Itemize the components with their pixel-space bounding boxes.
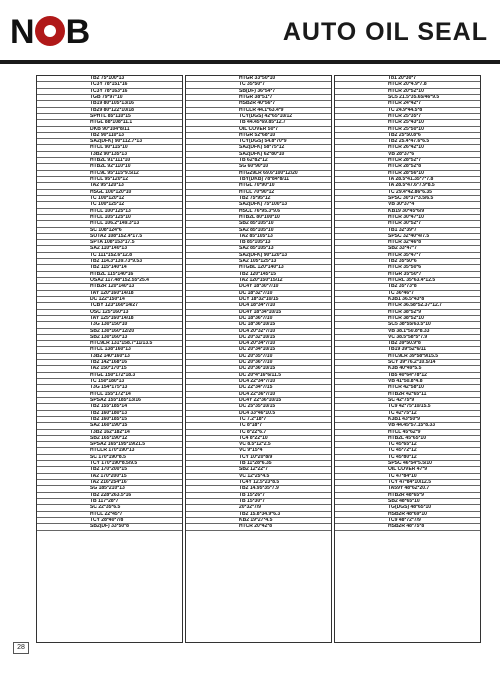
seal-list-item: TB5 40*64*78*12	[335, 373, 480, 379]
seal-list-item: DC 20*4*16*6/11.5	[186, 373, 331, 379]
seal-list-item: OSA2 117.48*152.55*25.4	[37, 278, 182, 284]
seal-list-item: SPTA 108*153*17.5	[37, 240, 182, 246]
seal-list-item: DC4 22*34*7/10	[186, 379, 331, 385]
seal-list-item: SA2(DFK) 90*120*13	[186, 253, 331, 259]
seal-list-item: HTCL 95*120*12	[37, 177, 182, 183]
seal-list-item: T3B2 162*182*14	[37, 430, 182, 436]
seal-list-item: Tb1 20*30*7	[335, 76, 480, 82]
seal-list-item: HTCR 42*58*10	[335, 385, 480, 391]
seal-list-item: HTB2L 92*110*10	[37, 164, 182, 170]
seal-list-item: HTB2R 42*65*11	[335, 392, 480, 398]
seal-list-item: HTCR 24*42*7	[335, 101, 480, 107]
seal-list-item: HTB2L 115*140*16	[37, 272, 182, 278]
seal-list-item: TB2 15.8*34.9*6.3	[186, 512, 331, 518]
seal-list-item: 20*32*7/9	[186, 505, 331, 511]
seal-list-item: TB2 228*263.5*16	[37, 493, 182, 499]
seal-list-item: TB2 39*50.9*8	[335, 341, 480, 347]
seal-list-item: HTCR 26*42*10	[335, 145, 480, 151]
seal-list-item: HSB2R 48*69*10	[335, 512, 480, 518]
seal-list-item: TB 85*105*13	[186, 240, 331, 246]
seal-list-item: TC 8*18*7	[186, 423, 331, 429]
seal-list-item: TB2 160*180*13	[37, 411, 182, 417]
seal-list-item: TCY(DGS) 54.8*70*9	[186, 139, 331, 145]
seal-list-item: TB2 160*185*15	[37, 417, 182, 423]
seal-list-item: DC 20*34*10/15	[186, 347, 331, 353]
seal-list-item: HTGR 33*50*10	[186, 76, 331, 82]
seal-list-item: HTCL 100*125*13	[37, 209, 182, 215]
seal-list-item: HTCR 20*52*10	[335, 89, 480, 95]
seal-list-item: VB 30*37*4	[335, 202, 480, 208]
seal-list-item: SA2 85*105*13	[186, 246, 331, 252]
seal-list-item: DCY 18*32*10/15	[186, 297, 331, 303]
seal-list-item: DC 122*150*14	[37, 297, 182, 303]
seal-list-item: TA2 95*120*13	[37, 183, 182, 189]
seal-list-item: HTGL 150*172*18.3	[37, 373, 182, 379]
seal-list-item: DC 22*34*7/15	[186, 385, 331, 391]
seal-list-item: TB2 155*185*14	[37, 404, 182, 410]
seal-list-item: HTCR 28*52*7	[335, 158, 480, 164]
seal-list-item: TB2 35*73*8	[335, 284, 480, 290]
seal-list-item: TB 62*82*12	[186, 158, 331, 164]
seal-list-item: TA59Y 48*62*20.7	[335, 486, 480, 492]
seal-list-item: TC3Y 78*151*16	[37, 82, 182, 88]
seal-list-item: TB 44.45*69.85*12.7	[186, 120, 331, 126]
seal-list-item: DC 25*35*10/15	[186, 404, 331, 410]
seal-list-item: SB2 130*160*13	[37, 335, 182, 341]
seal-list-item: DC 18*36*10/15	[186, 322, 331, 328]
seal-list-item: DC 20*35*7/10	[186, 354, 331, 360]
seal-list-item: SPSC 30*37*3.5/6.5	[335, 196, 480, 202]
seal-list-item: SC 170*190*8.5	[37, 455, 182, 461]
seal-list-item: DC 20*32*10/15	[186, 335, 331, 341]
seal-list-item: TCY 10*20*8/9	[186, 455, 331, 461]
seal-list-item: TC 36*46*7	[335, 291, 480, 297]
seal-list-item: TA2 150*170*15	[37, 366, 182, 372]
seal-list-item: VB 44.45*57.15*8.33	[335, 423, 480, 429]
seal-list-item: TC 45*72*12	[335, 448, 480, 454]
seal-list-item: SA2(DFK) 62*80*10	[186, 152, 331, 158]
seal-list-column-2	[185, 75, 332, 643]
seal-list-item: HTCR 28*52*8	[335, 164, 480, 170]
seal-list-item: HTCR 25*50*10	[335, 127, 480, 133]
page-header	[0, 0, 500, 66]
page-number: 28	[13, 642, 29, 654]
seal-list-item: HTB2R 120*140*13	[37, 284, 182, 290]
seal-list-item: HTGR 38*51*7	[186, 95, 331, 101]
seal-list-item: HTCL 22*45*7	[37, 512, 182, 518]
seal-list-item: TBY(DKB) 78*84*8/11	[186, 177, 331, 183]
seal-list-item: TC9 42*75*10/15.5	[335, 404, 480, 410]
seal-list-item: TA 28.5*47.6*7.9*8.5	[335, 183, 480, 189]
seal-list-item: HTCL 155*172*14	[37, 392, 182, 398]
seal-list-item: SOTA2 108*152.4*17.5	[37, 234, 182, 240]
seal-list-item: DKB 90*104*8/11	[37, 127, 182, 133]
seal-list-item: HSCL 76*95.3*9.6	[186, 209, 331, 215]
seal-list-item: TB2 90*110*13	[37, 133, 182, 139]
seal-list-item: HTB2L 45*65*10	[335, 436, 480, 442]
seal-list-item: TC 35*50*7	[186, 82, 331, 88]
seal-list-item: VC 8.5*12*2.5	[186, 442, 331, 448]
seal-list-item: HTCR 25*35*7	[335, 114, 480, 120]
seal-list-item: HTCR 36.58*52.37*12.7	[335, 303, 480, 309]
seal-list-item: TB2 120*145*15	[186, 272, 331, 278]
seal-list-item: HTC9LR 131*158.7*11/13.5	[37, 341, 182, 347]
seal-list-item: SB2 33*47*7	[335, 246, 480, 252]
seal-list-item: DC 18*36*7/10	[186, 316, 331, 322]
seal-list-item: TC 29.4*42.86*6.35	[335, 190, 480, 196]
seal-list-item: TB2 14.95*35*7.9	[186, 486, 331, 492]
seal-list-item: SA2 105*125*13	[186, 259, 331, 265]
seal-list-item: HTCR 38*52*9	[335, 310, 480, 316]
seal-list-item: TCY 47*84*10/12.5	[335, 480, 480, 486]
seal-list-item: TB 15*26*7	[186, 493, 331, 499]
seal-list-item: TB 15*30*7	[186, 499, 331, 505]
seal-list-item: TB19 80*105*13/16	[37, 101, 182, 107]
seal-list-item: TB2 75*100*13	[37, 76, 182, 82]
seal-list-item: HTCR 30*52*7	[335, 221, 480, 227]
seal-list-item: SB2 48*65*10	[335, 499, 480, 505]
seal-list-item: VB 28*37*6	[335, 152, 480, 158]
seal-list-item: HTGR 52*68*10	[186, 133, 331, 139]
seal-list-item: HTB2L 91*111*10	[37, 158, 182, 164]
seal-list-item: TB2 115*140*14	[37, 265, 182, 271]
seal-list-item: SPSC 46*54*5.5/10	[335, 461, 480, 467]
seal-list-item: TC 7.2*18*7	[186, 417, 331, 423]
seal-list-item: HTGBL 120*140*13	[186, 265, 331, 271]
seal-list-item: TB 117*28*7	[37, 499, 182, 505]
seal-list-item: TB2 25.4*47.6*6.5	[335, 139, 480, 145]
seal-list-item: TC 8*22*6.7	[186, 430, 331, 436]
seal-list-item: HSB2R 48*75*8	[335, 524, 480, 530]
seal-list-item: TA2 170*200*15	[37, 474, 182, 480]
seal-list-item: HTC9L 95*115*9.5/12	[37, 171, 182, 177]
seal-list-item: DC4Y 18*34*10/15	[186, 310, 331, 316]
seal-list-item: SA2 160*190*15	[37, 423, 182, 429]
seal-list-item: TA2 120*150*15/12	[186, 278, 331, 284]
seal-list-item: SA2(DFK) 75*100*13	[186, 202, 331, 208]
seal-list-item: DC4 20*32*7/10	[186, 329, 331, 335]
seal-list-item: TCY 28*40*7/8	[37, 518, 182, 524]
seal-list-item: HTB2R 48*65*9	[335, 493, 480, 499]
seal-list-item: TB19 39*52*6/11	[335, 347, 480, 353]
seal-list-item: HTCR 35*50*6	[335, 265, 480, 271]
brand-logo: N B	[10, 13, 90, 51]
logo-o-mark	[35, 16, 65, 46]
seal-list-item: SA2 110*140*13	[37, 246, 182, 252]
seal-list-item: VC 12*25*4.5	[186, 474, 331, 480]
seal-list-item: DC4Y 18*30*7/10	[186, 284, 331, 290]
seal-list-item: HTGR 35*50*7	[335, 272, 480, 278]
seal-list-item: HTB2L 80*100*10	[186, 215, 331, 221]
seal-list-item: DC4 33*46*10.5	[186, 411, 331, 417]
seal-list-item: TB2 75*95*12	[186, 196, 331, 202]
seal-list-item: HTCLR 44.1*63.4*9	[186, 108, 331, 114]
seal-list-item: TC 150*180*13	[37, 379, 182, 385]
seal-list-item: SB2 130*160*12/20	[37, 329, 182, 335]
seal-list-item: T3G 154*175*13	[37, 385, 182, 391]
seal-list-item: TB 11*28*6.35	[186, 461, 331, 467]
seal-list-item: SC 108*124*6	[37, 228, 182, 234]
seal-list-item: DC4 18*34*7/10	[186, 303, 331, 309]
seal-list-item: TB2 35*50*6	[335, 259, 480, 265]
seal-list-item: SA2(DFK) 58*75*12	[186, 145, 331, 151]
seal-list-item: TCBY 123*160*14/27	[37, 303, 182, 309]
seal-list-item: DC4Y 22*36*10/15	[186, 398, 331, 404]
seal-list-item: HTCR 20*4.9*7.8	[335, 82, 480, 88]
seal-list-item: SPSA2 155*185*13/16	[37, 398, 182, 404]
seal-list-item: HTGL 88*108*11.1	[37, 120, 182, 126]
seal-list-item: TC 100*120*12	[37, 196, 182, 202]
seal-list-item: TC 111*152.6*12.8	[37, 253, 182, 259]
seal-list-item: HTCR 28*56*10	[335, 171, 480, 177]
seal-list-item: T3G 130*150*10	[37, 322, 182, 328]
seal-list-item: HTCL 45*62*9	[335, 430, 480, 436]
header-rule	[0, 60, 500, 64]
seal-list-item: OIL COVER 47*9	[335, 467, 480, 473]
seal-list-item: SB2(DF) 33*50*8	[37, 524, 182, 530]
seal-list-item: SB2 12*22*7	[186, 467, 331, 473]
seal-list-item: TC 45*65*12	[335, 442, 480, 448]
seal-list-item: SCY 39*76.2*10.5/14	[335, 360, 480, 366]
seal-list-item: TA2 85*105*13	[186, 234, 331, 240]
seal-list-item: HTCL 70*90*12	[186, 190, 331, 196]
seal-list-item: DC4 20*34*7/10	[186, 341, 331, 347]
seal-list-item: SC 22*35*6.5	[37, 505, 182, 511]
seal-list-item: HTG29LR 69.6*100*12/20	[186, 171, 331, 177]
seal-list-item: TB29 80*122*10/18	[37, 108, 182, 114]
seal-list-item: TC4Y 12.5*23*8.5	[186, 480, 331, 486]
seal-list-item: TCY(DGS) 42*65*10/12	[186, 114, 331, 120]
seal-list-item: HTCR 25*43*10	[335, 120, 480, 126]
seal-list-item: HTCL 138*160*13	[37, 347, 182, 353]
seal-list-item: HTCL 106.2*149.3*13	[37, 221, 182, 227]
seal-list-item: HTCRL 35*63.4*12.5	[335, 278, 480, 284]
seal-list-item: SPSA2 165*195*19/21.5	[37, 442, 182, 448]
seal-list-item: SPSC 32*40*4/7.5	[335, 234, 480, 240]
seal-list-item: K3B1 43*50*9	[335, 417, 480, 423]
seal-list-item: VC 9*15*4	[186, 448, 331, 454]
seal-list-item: TC 100*125*12	[37, 202, 182, 208]
seal-list-item: TA2 216*254*16'	[37, 480, 182, 486]
seal-list-item: TC 47*84*10	[335, 474, 480, 480]
seal-list-item: T3B2 140*160*13	[37, 354, 182, 360]
seal-list-item: T3B2 90*135*13	[37, 152, 182, 158]
seal-list-item: TB1 32*39*7	[335, 228, 480, 234]
seal-list-item: TB2 170*200*15	[37, 467, 182, 473]
seal-list-item: TAY 120*160*14/18	[37, 291, 182, 297]
seal-list-item: DC4 22*36*7/10	[186, 392, 331, 398]
seal-list-item: TC4 8*22*10	[186, 436, 331, 442]
seal-list-item: K3B1 36.5*43*8	[335, 297, 480, 303]
seal-list-item: SC 42*75*9	[335, 398, 480, 404]
seal-list-item: SC5 21.5*35.65/46*9.5	[335, 95, 480, 101]
seal-list-item: HSGL 100*120*10	[37, 190, 182, 196]
seal-list-item: SB2 85*105*10	[186, 221, 331, 227]
seal-list-item: TC 42*75*12	[335, 411, 480, 417]
seal-list-item: SB(DF) 36*54*7	[186, 89, 331, 95]
seal-list-item: SB2 165*190*12	[37, 436, 182, 442]
seal-list-item: TB2 114.3*139.73*9.53	[37, 259, 182, 265]
seal-list-item: SG 60*90*10	[186, 164, 331, 170]
seal-list-item: DC 20*36*7/10	[186, 360, 331, 366]
seal-list-item: KB2 19*27*4.5	[186, 518, 331, 524]
seal-list-item: HTCR 35*47*7	[335, 253, 480, 259]
seal-list-item: HTC9LR 39*58*9/15.5	[335, 354, 480, 360]
seal-list-item: K3B 40*49*5.5	[335, 366, 480, 372]
seal-list-item: OIL COVER 50*7	[186, 127, 331, 133]
seal-list-item: TC 24.9*44.5*8	[335, 108, 480, 114]
seal-list-item: HTCLR 170*190*13	[37, 448, 182, 454]
seal-list-item: TC 45*80*12	[335, 455, 480, 461]
seal-list-column-3	[334, 75, 481, 643]
seal-list-item: DC 18*32*7/10	[186, 291, 331, 297]
seal-list-item: HTCL 90*115*10	[37, 145, 182, 151]
seal-list-item: SA2 85*105*10	[186, 228, 331, 234]
seal-list-item: HTGL 70*90*10	[186, 183, 331, 189]
seal-list-item: KB19 30*45*6/9	[335, 209, 480, 215]
seal-list-item: HTCL 105*125*10	[37, 215, 182, 221]
seal-list-item: SA2(DFK) 90*112.7*13	[37, 139, 182, 145]
seal-list-item: TC3Y 78*163*16	[37, 89, 182, 95]
seal-list-item: TAY 125*160*14/18	[37, 316, 182, 322]
seal-list-item: TB2 25*50.8*6	[335, 133, 480, 139]
seal-list-item: HTCR 32*46*8	[335, 240, 480, 246]
page-title: AUTO OIL SEAL	[282, 18, 488, 46]
seal-list-item: SC5 38*55/63.5*10	[335, 322, 480, 328]
seal-list-item: TG(DGS) 48*65*10	[335, 505, 480, 511]
seal-list-item: TB2 142*168*16	[37, 360, 182, 366]
seal-list-column-1	[36, 75, 183, 643]
seal-list-item: HTCR 30*47*10	[335, 215, 480, 221]
seal-list-item: HSB2R 40*56*7	[186, 101, 331, 107]
seal-list-item: VC 38.5*58*5*7.9	[335, 335, 480, 341]
seal-list-item: SPHTL 85*110*15	[37, 114, 182, 120]
seal-list-item: VB 41*50.8*4.8	[335, 379, 480, 385]
seal-list-item: OSC 125*160*13	[37, 310, 182, 316]
seal-list-item: VB 38.1*50.8*8.33	[335, 329, 480, 335]
seal-list-item: SG 185*210*13	[37, 486, 182, 492]
seal-list-item: TC9 48*72*7/9	[335, 518, 480, 524]
seal-list-item: TA 28.5*41.35*7*7.8	[335, 177, 480, 183]
seal-list-item: HTCR 38*52*10	[335, 316, 480, 322]
seal-list-item: DC 20*36*10/15	[186, 366, 331, 372]
seal-list-item: HTCR 20*42*8	[186, 524, 331, 530]
seal-list-item: TGB 79*97*10	[37, 95, 182, 101]
seal-list-item: TCY 170*190*8.5/9.5	[37, 461, 182, 467]
